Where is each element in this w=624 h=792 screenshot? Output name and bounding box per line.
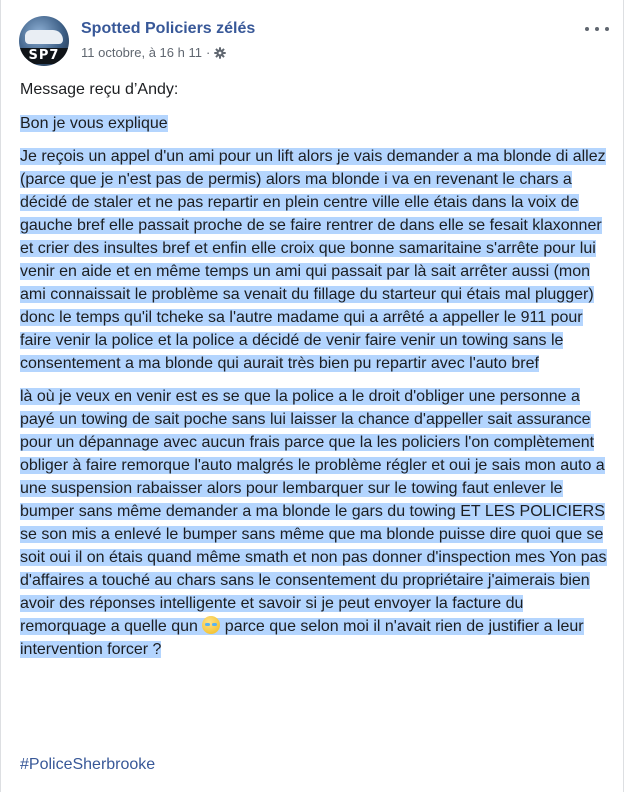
- selected-text: Je reçois un appel d'un ami pour un lift alors je vais demander a ma blonde di allez (parce que je n'est pas de permis) alors ma blonde i va en revenant le chars a décidé de staler et ne pas repartir en plein centre ville elle étais dans la voix de gauche bref elle passait proche de se faire rentrer de dans elle se fesait klaxonner et crier des insultes bref et enfin elle croix que bonne samaritaine s'arrête pour lui venir en aide et en même temps un ami qui passait par là sait arrêter aussi (mon ami connaissait le problème sa venait du fillage du starteur qui étais mal plugger) donc le temps qu'il tcheke sa l'autre madame qui a arrêté a appeller le 911 pour faire venir la police et la police a décidé de venir faire venir un towing sans le consentement a ma blonde qui aurait très bien pu repartir avec l'auto bref: [20, 148, 606, 372]
- page-avatar[interactable]: [19, 16, 69, 66]
- meta-separator: ·: [205, 45, 211, 60]
- message-paragraph-2: [20, 145, 610, 375]
- post-message: [20, 78, 610, 671]
- post-timestamp[interactable]: 11 octobre, à 16 h 11: [81, 45, 202, 60]
- paragraph-3-text: là où je veux en venir est es se que la police a le droit d'obliger une personne a payé un towing de sait poche sans lui laisser la chance d'appeller sait assurance pour un dépannage avec aucun frais parce que la les policiers l'on complètement obliger à faire remorque l'auto malgrés le problème régler et oui je sais mon auto a une suspension rabaisser alors pour lembarquer sur le towing faut enlever le bumper sans même demander a ma blonde le gars du towing ET LES POLICIERS se son mis a enlevé le bumper sans même que ma blonde puisse dire quoi que se soit oui il on étais quand même smath et non pas donner d'inspection mes Yon pas d'affaires a touché au chars sans le consentement du propriétaire j'aimerais bien avoir des réponses intelligente et savoir si je peut envoyer la facture du remorquage a quelle qun: [20, 388, 607, 635]
- grinning-sweat-emoji-icon: [202, 616, 220, 634]
- selected-text: Bon je vous explique: [20, 115, 168, 132]
- post-header: [19, 16, 609, 68]
- car-image: [25, 30, 63, 44]
- selected-text: [20, 388, 607, 658]
- message-intro: Message reçu d’Andy:: [20, 81, 179, 98]
- gear-icon[interactable]: [214, 47, 226, 59]
- page-name-link[interactable]: Spotted Policiers zélés: [81, 20, 256, 37]
- more-options-icon[interactable]: [585, 20, 609, 38]
- post-meta: [81, 45, 226, 60]
- paragraph-3-text-end: parce que selon moi il n'avait rien de justifier a leur intervention forcer ?: [20, 618, 584, 658]
- avatar-badge-text: SP7: [19, 48, 69, 64]
- message-paragraph-3: [20, 385, 610, 661]
- hashtag-link[interactable]: #PoliceSherbrooke: [20, 756, 156, 773]
- message-paragraph-1: [20, 112, 610, 135]
